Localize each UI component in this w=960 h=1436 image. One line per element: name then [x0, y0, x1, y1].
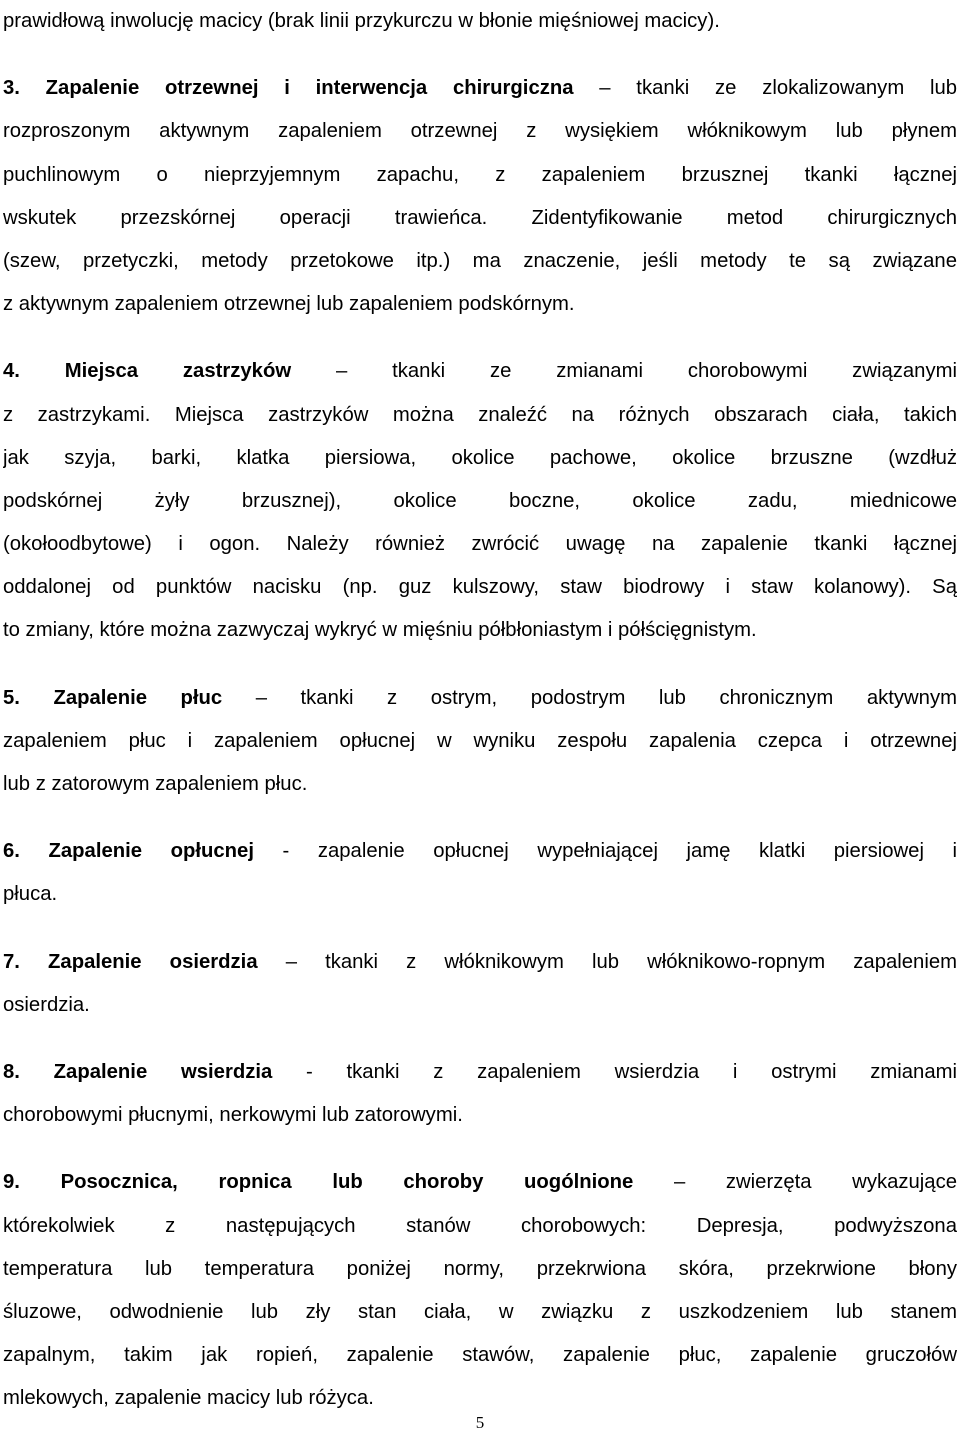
item-3-text: – tkanki ze zlokalizowanym lub: [573, 77, 957, 100]
item-4-line-6: oddalonej od punktów nacisku (np. guz kulszowy, staw biodrowy i staw kolanowy). Są: [3, 576, 957, 599]
item-4-line-3: jak szyja, barki, klatka piersiowa, okolice pachowe, okolice brzuszne (wzdłuż: [3, 446, 957, 469]
item-3-line-6: z aktywnym zapaleniem otrzewnej lub zapaleniem podskórnym.: [3, 293, 575, 316]
item-4-line-2: z zastrzykami. Miejsca zastrzyków można znaleźć na różnych obszarach ciała, takich: [3, 403, 957, 426]
item-5-text: – tkanki z ostrym, podostrym lub chronicznym aktywnym: [222, 686, 957, 709]
item-5-term: Zapalenie płuc: [53, 686, 223, 709]
list-item-3: [3, 67, 957, 326]
item-8-line-2: chorobowymi płucnymi, nerkowymi lub zatorowymi.: [3, 1104, 463, 1127]
gap: [3, 806, 957, 830]
item-7-number: 7.: [3, 950, 20, 973]
list-item-4: [3, 350, 957, 652]
item-9-line-4: śluzowe, odwodnienie lub zły stan ciała, w związku z uszkodzeniem lub stanem: [3, 1300, 957, 1323]
item-4-number: 4.: [3, 360, 20, 383]
item-8-term: Zapalenie wsierdzia: [53, 1060, 273, 1083]
item-5-line-3: lub z zatorowym zapaleniem płuc.: [3, 773, 308, 795]
item-6-text: - zapalenie opłucnej wypełniającej jamę klatki piersiowej i: [253, 840, 957, 863]
list-item-9: [3, 1161, 957, 1420]
item-3-line-4: wskutek przezskórnej operacji trawieńca. Zidentyfikowanie metod chirurgicznych: [3, 206, 957, 229]
item-6-line-2: płuca.: [3, 883, 58, 906]
page-number: 5: [475, 1413, 485, 1432]
gap: [3, 1137, 957, 1161]
item-9-number: 9.: [3, 1171, 20, 1194]
item-3-number: 3.: [3, 77, 20, 100]
item-4-text: – tkanki ze zmianami chorobowymi związanymi: [291, 360, 957, 383]
item-9-line-6: mlekowych, zapalenie macicy lub różyca.: [3, 1387, 374, 1410]
intro-line: prawidłową inwolucję macicy (brak linii przykurczu w błonie mięśniowej macicy).: [3, 10, 720, 32]
item-7-term: Zapalenie osierdzia: [48, 950, 258, 973]
item-3-line-1: [3, 67, 957, 110]
gap: [3, 326, 957, 350]
item-5-line-1: [3, 677, 957, 720]
item-4-line-4: podskórnej żyły brzusznej), okolice boczne, okolice zadu, miednicowe: [3, 489, 957, 512]
gap: [3, 917, 957, 941]
item-8-text: - tkanki z zapaleniem wsierdzia i ostrymi zmianami: [272, 1060, 957, 1083]
gap: [3, 1027, 957, 1051]
item-9-line-2: którekolwiek z następujących stanów chorobowych: Depresja, podwyższona: [3, 1214, 957, 1237]
item-7-text: – tkanki z włóknikowym lub włóknikowo-ropnym zapaleniem: [257, 950, 957, 973]
list-item-5: [3, 677, 957, 807]
item-9-term: Posocznica, ropnica lub choroby uogólnione: [60, 1171, 634, 1194]
item-4-line-5: (okołoodbytowe) i ogon. Należy również zwrócić uwagę na zapalenie tkanki łącznej: [3, 533, 957, 556]
document-page: [3, 0, 957, 1420]
item-5-line-2: zapaleniem płuc i zapaleniem opłucnej w wyniku zespołu zapalenia czepca i otrzewnej: [3, 729, 957, 752]
item-7-line-1: [3, 941, 957, 984]
item-3-term: Zapalenie otrzewnej i interwencja chirurgiczna: [45, 77, 574, 100]
item-7-line-2: osierdzia.: [3, 993, 90, 1016]
item-3-line-2: rozproszonym aktywnym zapaleniem otrzewnej z wysiękiem włóknikowym lub płynem: [3, 120, 957, 143]
list-item-8: [3, 1051, 957, 1137]
list-item-7: [3, 941, 957, 1027]
item-8-number: 8.: [3, 1060, 20, 1083]
item-9-line-3: temperatura lub temperatura poniżej normy, przekrwiona skóra, przekrwione błony: [3, 1257, 957, 1280]
gap: [3, 653, 957, 677]
item-3-line-5: (szew, przetyczki, metody przetokowe itp.) ma znaczenie, jeśli metody te są związane: [3, 249, 957, 272]
list-item-6: [3, 830, 957, 916]
item-5-number: 5.: [3, 686, 20, 709]
gap: [3, 43, 957, 67]
item-9-line-1: [3, 1161, 957, 1204]
item-9-line-5: zapalnym, takim jak ropień, zapalenie stawów, zapalenie płuc, zapalenie gruczołów: [3, 1344, 957, 1367]
item-9-text: – zwierzęta wykazujące: [633, 1171, 957, 1194]
item-8-line-1: [3, 1051, 957, 1094]
item-6-line-1: [3, 830, 957, 873]
item-4-term: Miejsca zastrzyków: [64, 360, 292, 383]
item-4-line-1: [3, 350, 957, 393]
item-3-line-3: puchlinowym o nieprzyjemnym zapachu, z zapaleniem brzusznej tkanki łącznej: [3, 163, 957, 186]
item-6-number: 6.: [3, 840, 20, 863]
item-4-line-7: to zmiany, które można zazwyczaj wykryć w mięśniu półbłoniastym i półścięgnistym.: [3, 619, 757, 642]
item-6-term: Zapalenie opłucnej: [48, 840, 254, 863]
